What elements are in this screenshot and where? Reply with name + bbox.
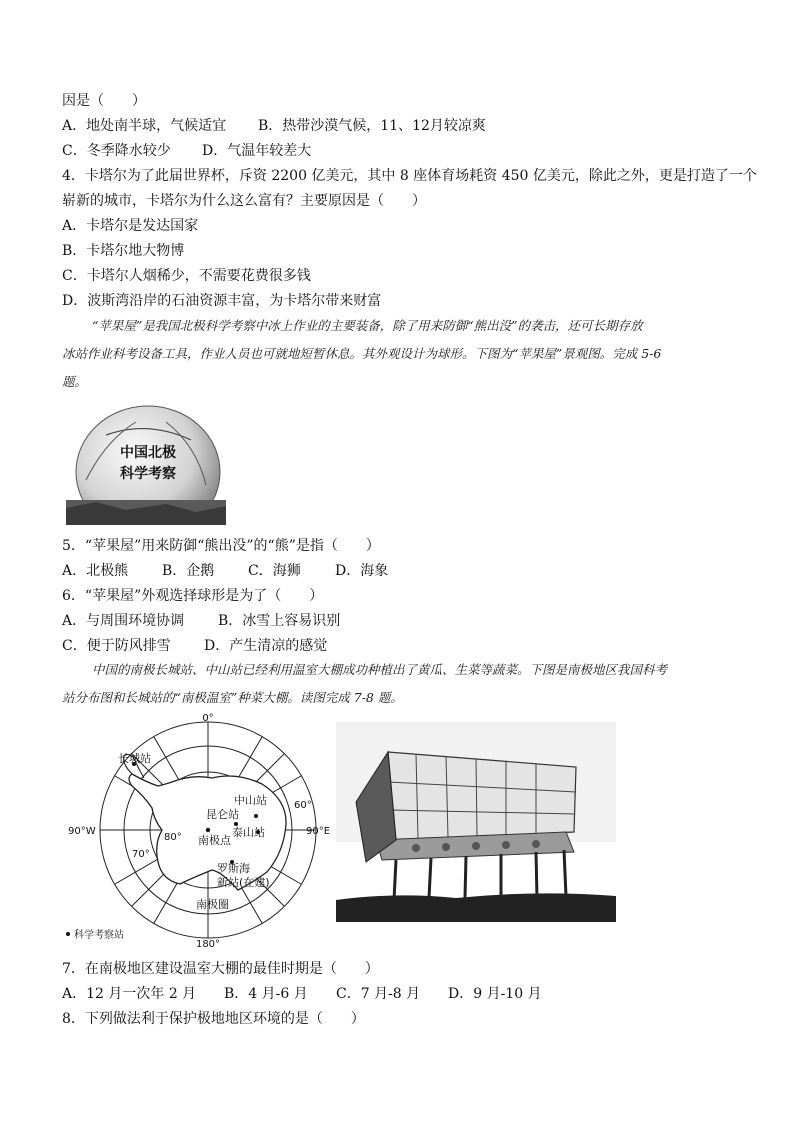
- passage-greenhouse: [62, 656, 734, 712]
- label-lat-80: 80°: [164, 832, 182, 843]
- q3-option-d[interactable]: D．气温年较差大: [202, 143, 312, 159]
- label-antarctic-circle: 南极圈: [196, 898, 229, 911]
- q7-option-a[interactable]: A．12 月一次年 2 月: [62, 986, 197, 1002]
- station-ross-new: 新站(在建): [217, 876, 270, 889]
- q4-option-d[interactable]: D．波斯湾沿岸的石油资源丰富，为卡塔尔带来财富: [62, 293, 382, 309]
- q4-stem-line1: 4．卡塔尔为了此届世界杯，斥资 2200 亿美元，其中 8 座体育场耗资 450 亿美元，除此之外，更是打造了一个: [62, 168, 757, 184]
- q6-stem: 6．“苹果屋”外观选择球形是为了（ ）: [62, 588, 324, 604]
- passage2-line-1: 中国的南极长城站、中山站已经利用温室大棚成功种植出了黄瓜、生菜等蔬菜。下图是南极地区我国科考: [92, 662, 668, 677]
- label-lat-70: 70°: [132, 849, 150, 860]
- passage-line-3: 题。: [62, 374, 88, 389]
- q4-option-c[interactable]: C．卡塔尔人烟稀少，不需要花费很多钱: [62, 268, 311, 284]
- q7-option-c[interactable]: C．7 月-8 月: [336, 986, 421, 1002]
- q4-option-a[interactable]: A．卡塔尔是发达国家: [62, 218, 199, 234]
- label-south-pole: 南极点: [198, 834, 231, 847]
- legend-dot-icon: [66, 932, 70, 936]
- q5-option-a[interactable]: A．北极熊: [62, 563, 129, 579]
- q6-options-ab: [62, 612, 340, 630]
- q3-option-c[interactable]: C．冬季降水较少: [62, 143, 171, 159]
- greenhouse-photo: [336, 722, 616, 922]
- passage-line-2: 冰站作业科考设备工具，作业人员也可就地短暂休息。其外观设计为球形。下图为“苹果屋”景观图。完成 5-6: [62, 346, 662, 361]
- q3-option-b[interactable]: B．热带沙漠气候，11、12月较凉爽: [258, 118, 486, 134]
- dome-label-1: 中国北极: [120, 445, 176, 461]
- q7-options: [62, 985, 542, 1003]
- q3-options-ab: [62, 117, 486, 135]
- station-changcheng: 长城站: [118, 752, 151, 765]
- passage-apple-house: [62, 312, 734, 396]
- q4-option-b[interactable]: B．卡塔尔地大物博: [62, 243, 185, 259]
- station-zhongshan: 中山站: [234, 794, 267, 807]
- q6-option-a[interactable]: A．与周围环境协调: [62, 613, 185, 629]
- q6-options-cd: [62, 637, 327, 655]
- station-taishan: 泰山站: [232, 826, 265, 839]
- apple-house-photo: [66, 400, 226, 525]
- passage2-line-2: 站分布图和长城站的“南极温室”种菜大棚。读图完成 7-8 题。: [62, 690, 403, 705]
- q5-option-d[interactable]: D．海象: [335, 563, 389, 579]
- label-lon-w90: 90°W: [68, 826, 96, 837]
- q7-stem: 7．在南极地区建设温室大棚的最佳时期是（ ）: [62, 961, 379, 977]
- legend-label: 科学考察站: [74, 930, 124, 941]
- q7-option-d[interactable]: D．9 月-10 月: [448, 986, 542, 1002]
- q6-option-c[interactable]: C．便于防风排雪: [62, 638, 171, 654]
- label-ross-sea: 罗斯海: [217, 862, 250, 875]
- label-lon-e90: 90°E: [306, 826, 331, 837]
- q5-option-b[interactable]: B．企鹅: [162, 563, 215, 579]
- q4-stem-line2: 崭新的城市，卡塔尔为什么这么富有？主要原因是（ ）: [62, 193, 426, 209]
- q3-options-cd: [62, 142, 311, 160]
- q5-stem: 5．“苹果屋”用来防御“熊出没”的“熊”是指（ ）: [62, 538, 380, 554]
- q5-option-c[interactable]: C．海狮: [248, 563, 301, 579]
- q8-stem: 8．下列做法利于保护极地地区环境的是（ ）: [62, 1011, 365, 1027]
- q3-option-a[interactable]: A．地处南半球，气候适宜: [62, 118, 227, 134]
- q6-option-d[interactable]: D．产生清凉的感觉: [204, 638, 328, 654]
- q5-options: [62, 562, 388, 580]
- dome-label-2: 科学考察: [120, 466, 176, 482]
- label-lon-0: 0°: [202, 713, 214, 724]
- label-lat-60: 60°: [294, 800, 312, 811]
- q3-stem-end: 因是（ ）: [62, 93, 146, 109]
- q6-option-b[interactable]: B．冰雪上容易识别: [218, 613, 341, 629]
- label-lon-180: 180°: [195, 939, 221, 948]
- antarctica-station-map: [62, 712, 332, 948]
- station-kunlun: 昆仑站: [206, 808, 239, 821]
- passage-line-1: “苹果屋”是我国北极科学考察中冰上作业的主要装备，除了用来防御“熊出没”的袭击，还可长期存放: [92, 318, 643, 333]
- q7-option-b[interactable]: B．4 月-6 月: [224, 986, 308, 1002]
